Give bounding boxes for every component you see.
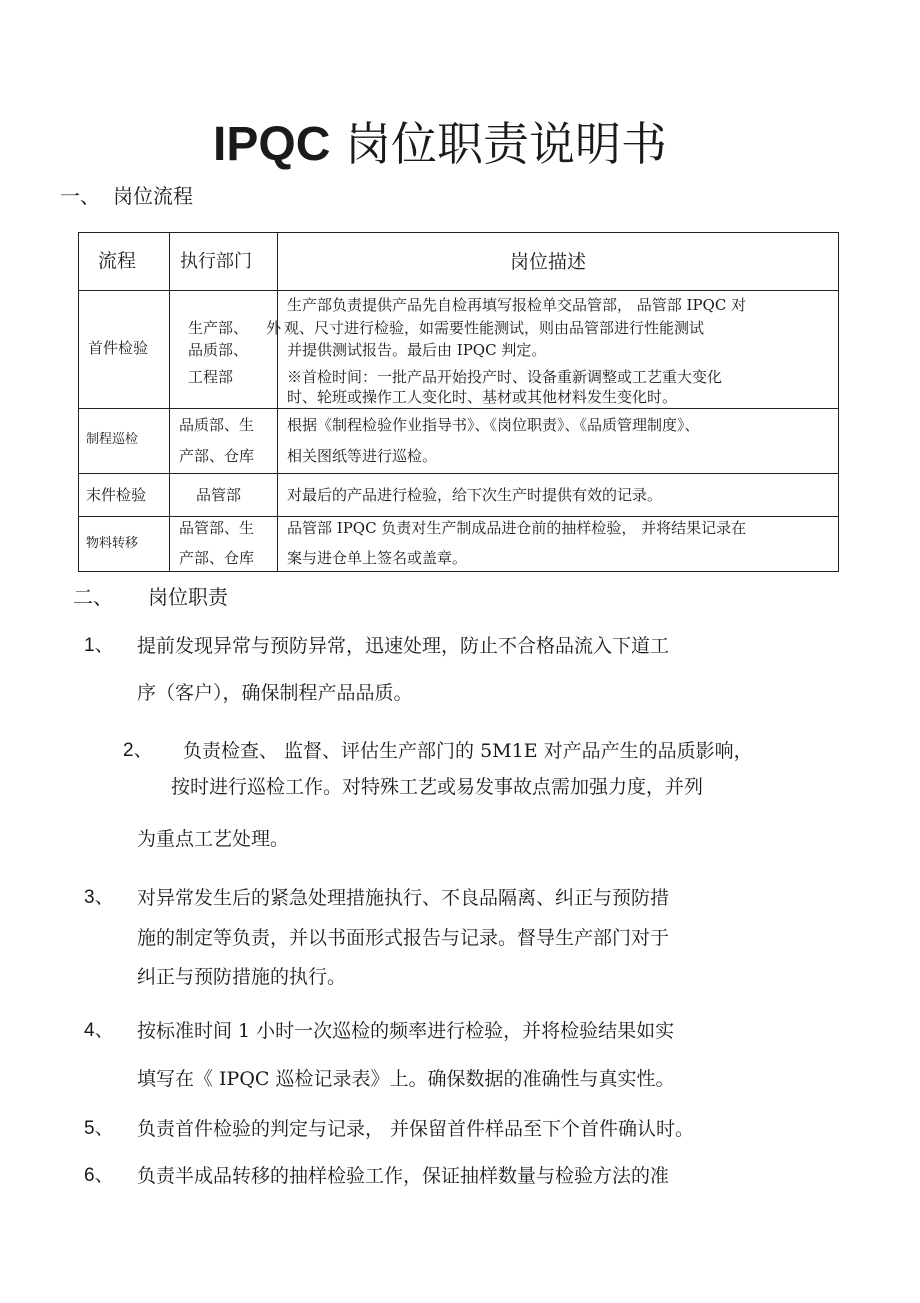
duty4-line1: 按标准时间 1 小时一次巡检的频率进行检验，并将检验结果如实 bbox=[137, 1020, 675, 1042]
duty2-line1: 负责检查、 监督、评估生产部门的 5M1E 对产品产生的品质影响， bbox=[183, 740, 753, 762]
duty6-line1: 负责半成品转移的抽样检验工作，保证抽样数量与检验方法的准 bbox=[137, 1165, 670, 1187]
row3-flow: 末件检验 bbox=[86, 486, 147, 504]
table-border-bottom bbox=[78, 571, 839, 572]
section2-title: 岗位职责 bbox=[148, 585, 228, 609]
duty3-line1: 对异常发生后的紧急处理措施执行、不良品隔离、纠正与预防措 bbox=[137, 887, 670, 909]
row1-desc-overflow: 外 bbox=[266, 319, 282, 337]
duty3-line3: 纠正与预防措施的执行。 bbox=[137, 966, 347, 988]
table-border-right bbox=[838, 232, 839, 572]
duty5-line1: 负责首件检验的判定与记录， 并保留首件样品至下个首件确认时。 bbox=[137, 1118, 695, 1140]
row1-dept-line2: 品质部、 bbox=[188, 341, 249, 359]
table-header-divider bbox=[78, 290, 839, 291]
header-desc: 岗位描述 bbox=[510, 251, 587, 273]
page-title bbox=[0, 112, 880, 177]
row4-dept-line1: 品管部、生 bbox=[179, 519, 255, 537]
table-col-divider bbox=[169, 232, 170, 572]
header-flow: 流程 bbox=[98, 250, 137, 272]
row4-dept-line2: 产部、仓库 bbox=[179, 549, 255, 567]
row1-desc-line5: 时、轮班或操作工人变化时、基材或其他材料发生变化时。 bbox=[287, 388, 678, 406]
header-dept: 执行部门 bbox=[180, 251, 252, 272]
title-latin: IPQC bbox=[213, 118, 331, 171]
section2-number: 二、 bbox=[73, 585, 113, 609]
title-cjk: 岗位职责说明书 bbox=[330, 117, 667, 171]
table-row-divider bbox=[78, 408, 839, 409]
row2-desc-line2: 相关图纸等进行巡检。 bbox=[287, 447, 438, 465]
row1-desc-line2: 观、尺寸进行检验，如需要性能测试，则由品管部进行性能测试 bbox=[284, 319, 705, 337]
row4-flow: 物料转移 bbox=[86, 536, 139, 551]
duty3-line2: 施的制定等负责，并以书面形式报告与记录。督导生产部门对于 bbox=[137, 927, 670, 949]
section1-number: 一、 bbox=[60, 184, 100, 208]
row3-desc: 对最后的产品进行检验，给下次生产时提供有效的记录。 bbox=[287, 486, 663, 504]
row2-dept-line2: 产部、仓库 bbox=[179, 447, 255, 465]
duty1-line2: 序（客户），确保制程产品品质。 bbox=[137, 682, 413, 704]
duty6-number: 6、 bbox=[84, 1165, 114, 1186]
row1-desc-line4: ※首检时间：一批产品开始投产时、设备重新调整或工艺重大变化 bbox=[287, 368, 723, 386]
duty1-number: 1、 bbox=[84, 635, 114, 656]
table-border-left bbox=[78, 232, 79, 572]
table-border-top bbox=[78, 232, 839, 233]
table-col-divider bbox=[277, 232, 278, 572]
row2-flow: 制程巡检 bbox=[86, 432, 139, 447]
duty5-number: 5、 bbox=[84, 1118, 114, 1139]
duty4-number: 4、 bbox=[84, 1020, 114, 1041]
row1-desc-line1: 生产部负责提供产品先自检再填写报检单交品管部， 品管部 IPQC 对 bbox=[287, 296, 747, 314]
duty3-number: 3、 bbox=[84, 887, 114, 908]
section1-title: 岗位流程 bbox=[113, 184, 193, 208]
duty2-line2: 按时进行巡检工作。对特殊工艺或易发事故点需加强力度，并列 bbox=[171, 776, 704, 798]
row4-desc-line2: 案与进仓单上签名或盖章。 bbox=[287, 549, 468, 567]
row1-dept-line1: 生产部、 bbox=[188, 319, 249, 337]
row2-desc-line1: 根据《制程检验作业指导书》、《岗位职责》、《品质管理制度》、 bbox=[287, 416, 700, 434]
table-row-divider bbox=[78, 473, 839, 474]
process-table bbox=[78, 232, 839, 572]
row4-desc-line1: 品管部 IPQC 负责对生产制成品进仓前的抽样检验， 并将结果记录在 bbox=[287, 519, 747, 537]
row1-flow: 首件检验 bbox=[88, 339, 149, 357]
row3-dept: 品管部 bbox=[196, 486, 242, 504]
row2-dept-line1: 品质部、生 bbox=[179, 416, 255, 434]
duty2-line3: 为重点工艺处理。 bbox=[137, 828, 290, 850]
duty4-line2: 填写在《 IPQC 巡检记录表》上。确保数据的准确性与真实性。 bbox=[137, 1068, 675, 1090]
duty1-line1: 提前发现异常与预防异常，迅速处理，防止不合格品流入下道工 bbox=[137, 635, 670, 657]
row1-desc-line3: 并提供测试报告。最后由 IPQC 判定。 bbox=[287, 341, 547, 359]
table-row-divider bbox=[78, 516, 839, 517]
duty2-number: 2、 bbox=[123, 740, 153, 761]
row1-dept-line3: 工程部 bbox=[188, 368, 234, 386]
